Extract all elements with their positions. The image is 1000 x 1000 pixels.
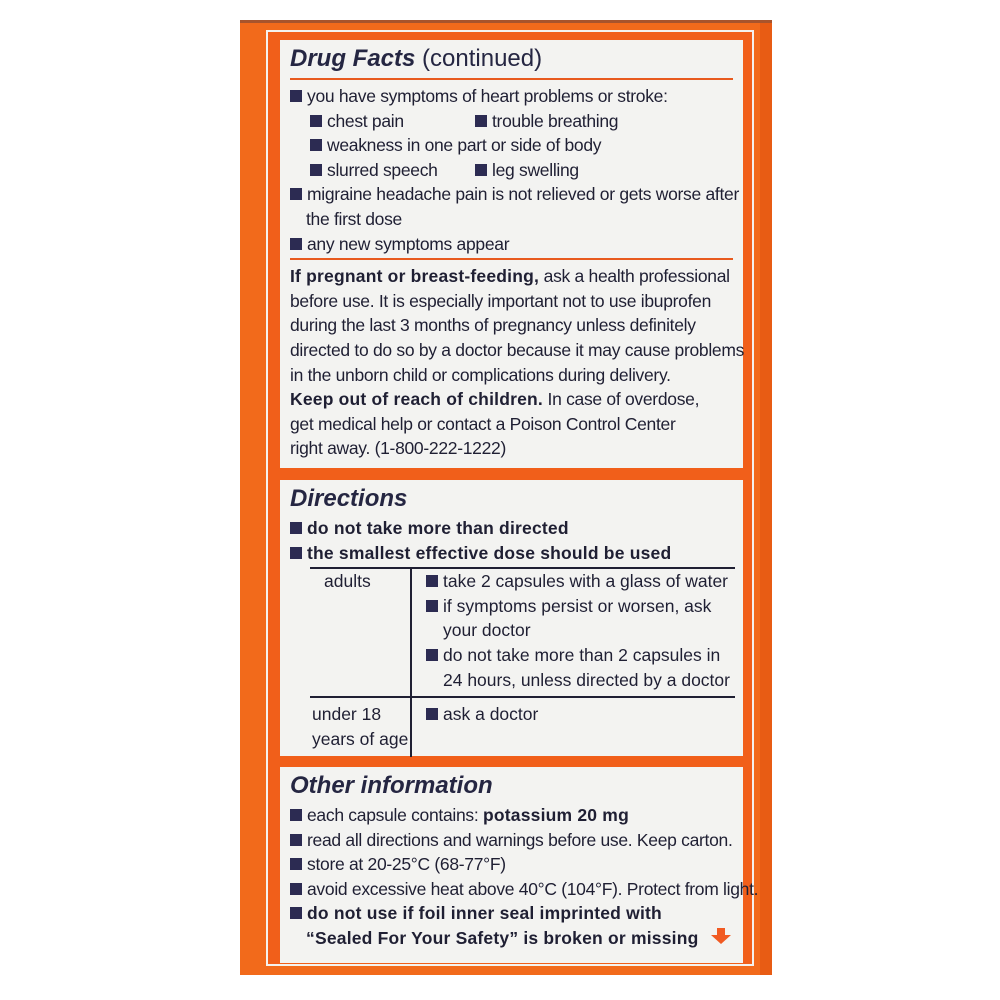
bullet-icon xyxy=(426,575,438,587)
poison-control-line: right away. (1-800-222-1222) xyxy=(290,438,506,459)
dosage-line: take 2 capsules with a glass of water xyxy=(426,569,730,594)
bullet-icon xyxy=(426,649,438,661)
drug-facts-title xyxy=(290,40,733,76)
down-arrow-icon xyxy=(711,928,731,949)
warning-item: any new symptoms appear xyxy=(290,232,733,257)
bullet-icon xyxy=(310,115,322,127)
info-item: avoid excessive heat above 40°C (104°F). Protect from light. xyxy=(290,877,733,902)
info-item: read all directions and warnings before use. Keep carton. xyxy=(290,828,733,853)
dosage-table xyxy=(310,567,735,757)
directions-panel xyxy=(280,480,743,756)
dosage-cell xyxy=(412,698,538,757)
age-group-cell: adults xyxy=(310,569,412,696)
bullet-icon xyxy=(290,522,302,534)
direction-item: the smallest effective dose should be used xyxy=(290,541,733,566)
seal-warning-cont: “Sealed For Your Safety” is broken or missing xyxy=(306,927,699,948)
dosage-row-adults xyxy=(310,569,735,696)
bullet-icon xyxy=(290,858,302,870)
other-information-panel xyxy=(280,767,759,963)
bullet-icon xyxy=(290,834,302,846)
warning-item-cont: the first dose xyxy=(306,208,402,229)
bullet-icon xyxy=(426,600,438,612)
bullet-icon xyxy=(475,164,487,176)
direction-item: do not take more than directed xyxy=(290,516,733,541)
symptom-col2: leg swelling xyxy=(475,158,579,183)
title-text: Drug Facts xyxy=(290,45,416,72)
dosage-line: ask a doctor xyxy=(426,702,538,727)
pregnancy-line: before use. It is especially important not to use ibuprofen xyxy=(290,290,712,311)
symptom-col2: trouble breathing xyxy=(475,109,618,134)
warning-item: you have symptoms of heart problems or stroke: xyxy=(290,84,733,109)
bullet-icon xyxy=(290,809,302,821)
dosage-row-under18 xyxy=(310,696,735,757)
bullet-icon xyxy=(475,115,487,127)
dosage-cell xyxy=(412,569,730,696)
info-item: each capsule contains: potassium 20 mg xyxy=(290,803,733,828)
symptom-row: slurred speech leg swelling xyxy=(290,158,733,183)
dosage-line: do not take more than 2 capsules in xyxy=(426,643,730,668)
drug-facts-panel xyxy=(280,40,743,468)
bullet-icon xyxy=(426,708,438,720)
bullet-icon xyxy=(290,90,302,102)
bullet-icon xyxy=(310,164,322,176)
age-group-cell: under 18 years of age xyxy=(310,698,412,757)
section-rule xyxy=(290,258,733,260)
dosage-line: if symptoms persist or worsen, ask xyxy=(426,594,730,619)
bullet-icon xyxy=(310,139,322,151)
bullet-icon xyxy=(290,907,302,919)
pregnancy-line: directed to do so by a doctor because it may cause problems xyxy=(290,339,745,360)
title-suffix: (continued) xyxy=(422,45,543,72)
dosage-line: 24 hours, unless directed by a doctor xyxy=(443,669,730,690)
bullet-icon xyxy=(290,547,302,559)
info-item: store at 20-25°C (68-77°F) xyxy=(290,852,733,877)
pregnancy-line: during the last 3 months of pregnancy unless definitely xyxy=(290,315,696,336)
carton-side-edge xyxy=(760,23,772,975)
symptom-row: weakness in one part or side of body xyxy=(290,133,733,158)
bullet-icon xyxy=(290,238,302,250)
seal-warning: do not use if foil inner seal imprinted with xyxy=(290,901,733,926)
children-warning: Keep out of reach of children. In case of overdose, xyxy=(290,389,700,410)
symptom-row: chest pain trouble breathing xyxy=(290,109,733,134)
directions-title: Directions xyxy=(290,485,408,512)
pregnancy-line: in the unborn child or complications during delivery. xyxy=(290,364,671,385)
dosage-line: your doctor xyxy=(443,620,531,641)
other-info-title: Other information xyxy=(290,772,493,799)
bullet-icon xyxy=(290,883,302,895)
pregnancy-warning: If pregnant or breast-feeding, ask a health professional xyxy=(290,266,730,287)
bullet-icon xyxy=(290,188,302,200)
children-line: get medical help or contact a Poison Control Center xyxy=(290,413,676,434)
section-rule xyxy=(290,78,733,80)
warning-item: migraine headache pain is not relieved or gets worse after xyxy=(290,182,733,207)
